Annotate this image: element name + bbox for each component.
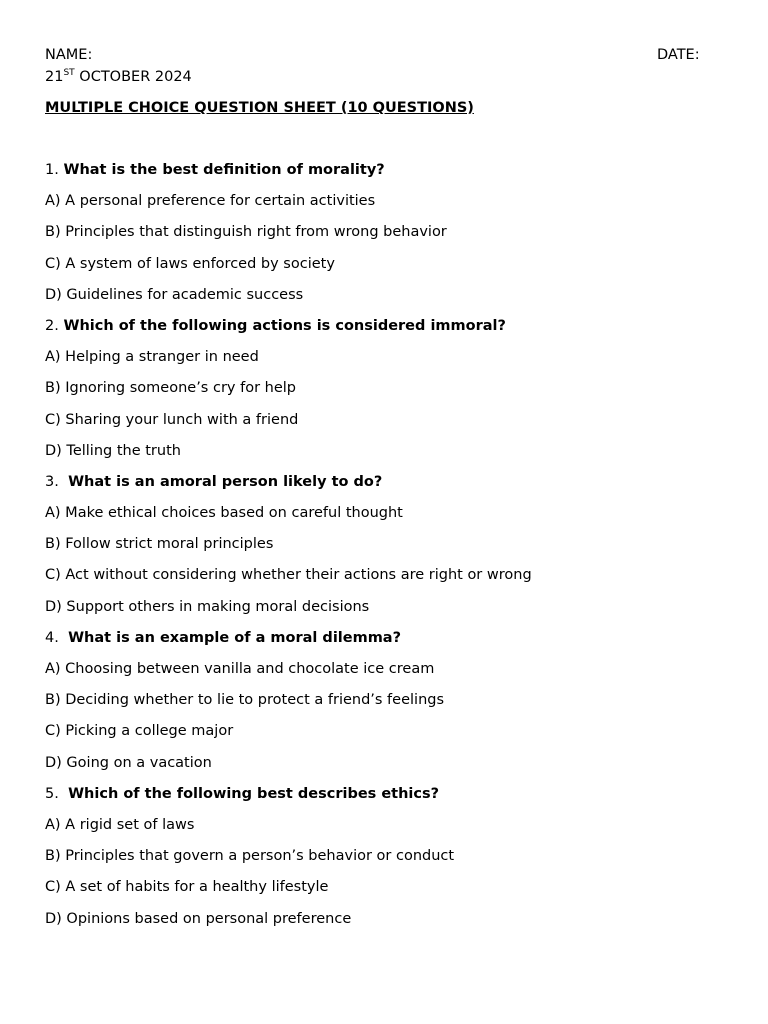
date-label: DATE:	[657, 47, 700, 63]
question-heading	[45, 473, 745, 504]
answer-option: C) A set of habits for a healthy lifestyle	[45, 879, 329, 896]
answer-option: B) Follow strict moral principles	[45, 536, 274, 553]
answer-option: D) Guidelines for academic success	[45, 286, 304, 303]
answer-option: C) Picking a college major	[45, 723, 234, 740]
question-number: 4.	[45, 629, 69, 646]
date-month-year: OCTOBER 2024	[74, 69, 192, 85]
date-day: 21	[45, 69, 64, 85]
question-block	[45, 161, 745, 317]
question-text: What is the best definition of morality?	[63, 162, 385, 178]
answer-option: C) Sharing your lunch with a friend	[45, 411, 299, 428]
answer-option: A) Choosing between vanilla and chocolate ice cream	[45, 661, 435, 677]
answer-option: B) Deciding whether to lie to protect a friend’s feelings	[45, 692, 445, 709]
answer-option: C) A system of laws enforced by society	[45, 255, 335, 272]
question-heading	[45, 161, 745, 192]
question-heading	[45, 317, 745, 348]
question-list	[45, 161, 745, 941]
answer-option: B) Principles that distinguish right from wrong behavior	[45, 224, 447, 241]
answer-option: A) Helping a stranger in need	[45, 349, 259, 366]
question-block	[45, 785, 745, 941]
question-block	[45, 317, 745, 473]
sheet-title: MULTIPLE CHOICE QUESTION SHEET (10 QUESTIONS)	[45, 100, 474, 116]
answer-option: B) Ignoring someone’s cry for help	[45, 380, 296, 397]
answer-option: D) Support others in making moral decisions	[45, 598, 370, 615]
question-heading	[45, 629, 745, 660]
answer-option: D) Opinions based on personal preference	[45, 910, 352, 927]
name-label: NAME:	[45, 47, 93, 63]
question-block	[45, 473, 745, 629]
answer-option: A) Make ethical choices based on careful thought	[45, 505, 403, 522]
answer-option: B) Principles that govern a person’s behavior or conduct	[45, 848, 455, 865]
question-block	[45, 629, 745, 785]
answer-option: A) A personal preference for certain activities	[45, 193, 376, 210]
question-heading	[45, 785, 745, 816]
answer-option: A) A rigid set of laws	[45, 816, 195, 833]
question-number: 1.	[45, 162, 64, 178]
answer-option: D) Going on a vacation	[45, 754, 212, 771]
answer-option: C) Act without considering whether their actions are right or wrong	[45, 567, 532, 584]
question-text: Which of the following actions is considered immoral?	[63, 317, 506, 334]
question-number: 2.	[45, 317, 64, 334]
answer-option: D) Telling the truth	[45, 442, 181, 459]
question-text: Which of the following best describes ethics?	[68, 785, 440, 802]
date-ordinal-suffix: ST	[63, 68, 75, 78]
date-line	[45, 68, 192, 86]
question-text: What is an example of a moral dilemma?	[68, 629, 402, 646]
question-number: 3.	[45, 473, 69, 490]
question-number: 5.	[45, 785, 69, 802]
question-text: What is an amoral person likely to do?	[68, 473, 383, 490]
